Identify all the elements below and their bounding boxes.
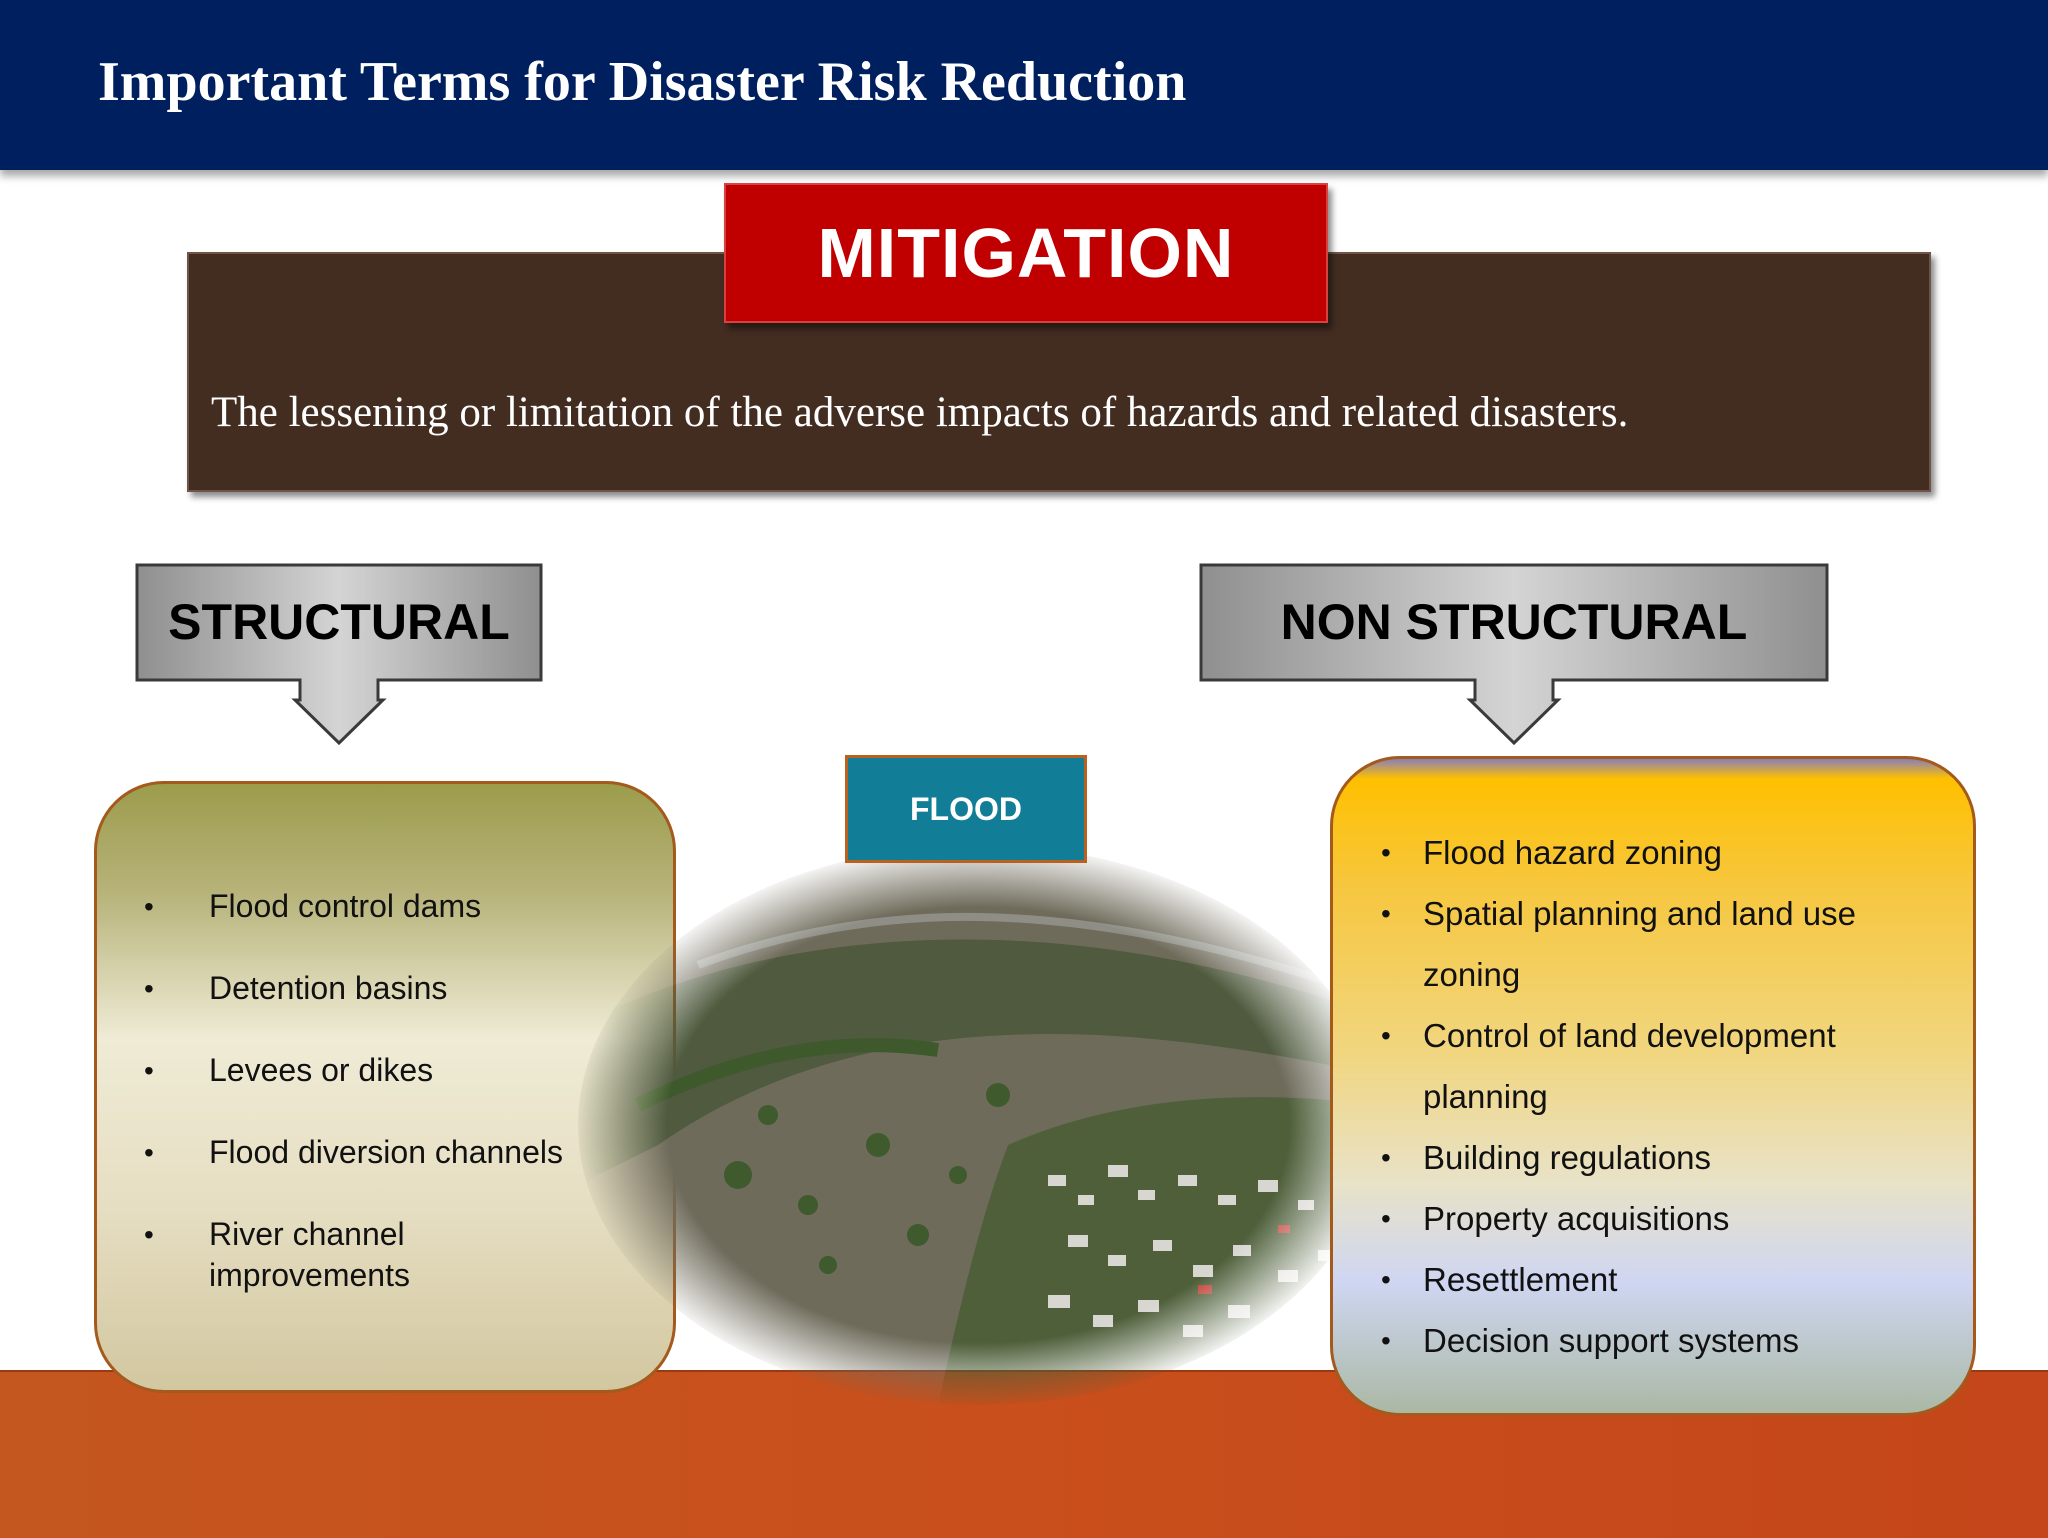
list-item: • Decision support systems	[1423, 1310, 1923, 1371]
header-bar	[0, 0, 2048, 170]
list-item: • Flood hazard zoning	[1423, 822, 1923, 883]
list-item: • Flood diversion channels	[209, 1132, 563, 1173]
non-structural-label: NON STRUCTURAL	[1280, 594, 1748, 650]
flood-label: FLOOD	[910, 790, 1022, 827]
term-title: MITIGATION	[817, 214, 1235, 292]
list-item: • Property acquisitions	[1423, 1188, 1923, 1249]
list-item: • River channel improvements	[209, 1214, 469, 1296]
list-item: • Levees or dikes	[209, 1050, 433, 1091]
list-item: • Control of land development planning	[1423, 1005, 1923, 1127]
flood-aerial-image	[578, 845, 1378, 1405]
non-structural-callout	[1200, 564, 1828, 746]
list-item: • Flood control dams	[209, 886, 481, 927]
term-title-box	[724, 183, 1328, 323]
list-item: • Spatial planning and land use zoning	[1423, 883, 1923, 1005]
flood-label-box	[845, 755, 1087, 863]
non-structural-panel	[1330, 756, 1976, 1416]
page-title: Important Terms for Disaster Risk Reduction	[98, 51, 1187, 113]
flood-illustration	[578, 845, 1378, 1405]
list-item: • Resettlement	[1423, 1249, 1923, 1310]
definition-text: The lessening or limitation of the adverse impacts of hazards and related disasters.	[211, 389, 1629, 436]
list-item: • Detention basins	[209, 968, 447, 1009]
structural-label: STRUCTURAL	[168, 594, 510, 650]
structural-callout	[136, 564, 542, 746]
list-item: • Building regulations	[1423, 1127, 1923, 1188]
